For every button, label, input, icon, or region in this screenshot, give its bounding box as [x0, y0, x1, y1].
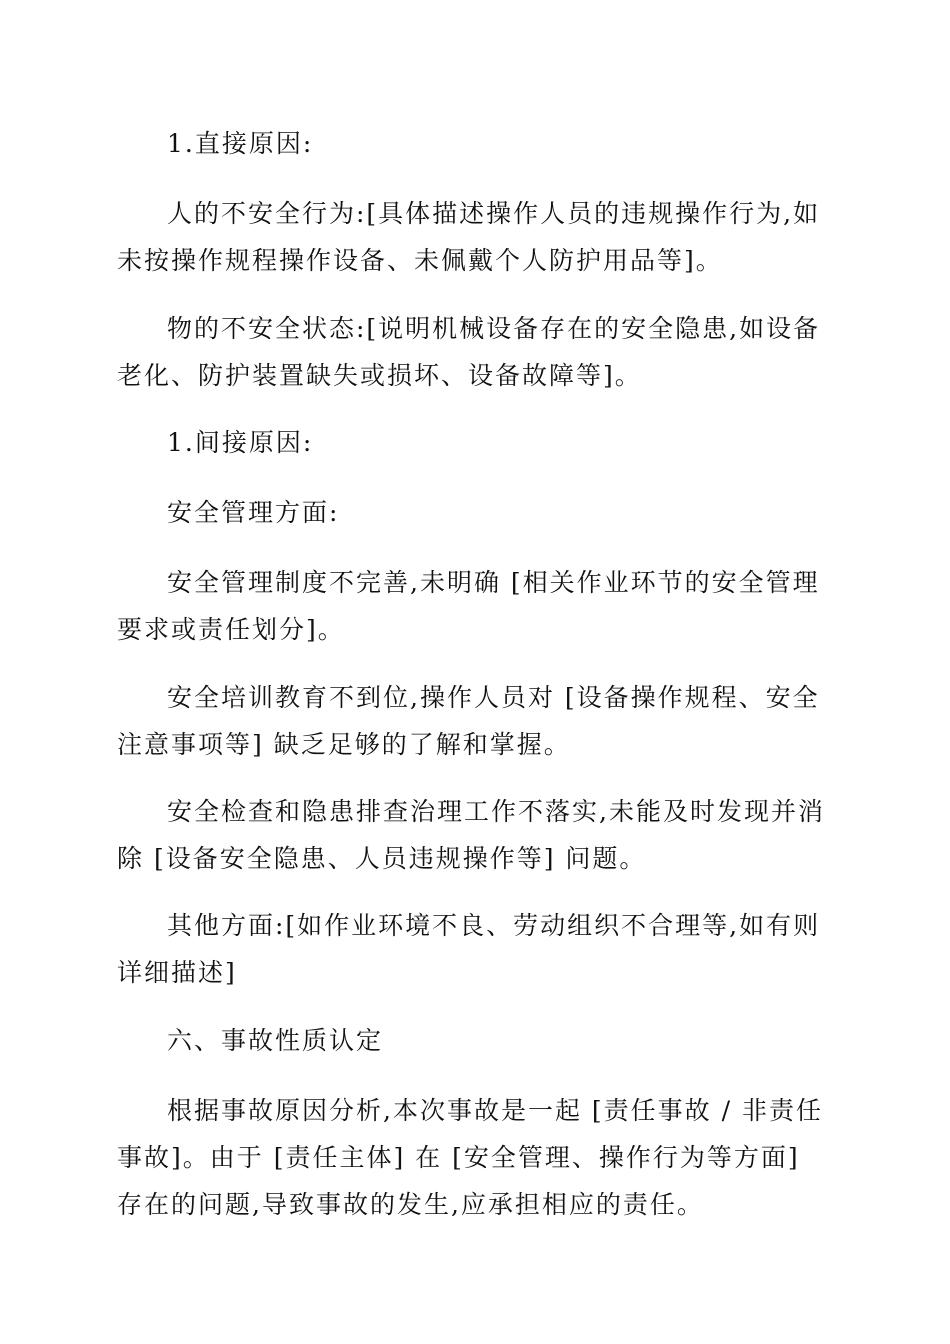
other-aspects-paragraph: 其他方面:[如作业环境不良、劳动组织不合理等,如有则详细描述] — [117, 911, 821, 987]
accident-nature-paragraph: 根据事故原因分析,本次事故是一起 [责任事故 / 非责任事故]。由于 [责任主体] 在 [安全管理、操作行为等方面] 存在的问题,导致事故的发生,应承担相应的责任。 — [117, 1096, 823, 1219]
safety-management-heading: 安全管理方面: — [167, 498, 340, 527]
unsafe-condition-paragraph: 物的不安全状态:[说明机械设备存在的安全隐患,如设备老化、防护装置缺失或损坏、设备故障等]。 — [117, 314, 821, 390]
indirect-cause-heading: 1.间接原因: — [167, 428, 314, 457]
section-six-heading: 六、事故性质认定 — [167, 1026, 384, 1055]
training-paragraph: 安全培训教育不到位,操作人员对 [设备操作规程、安全注意事项等] 缺乏足够的了解和掌握。 — [117, 683, 820, 759]
unsafe-behavior-paragraph: 人的不安全行为:[具体描述操作人员的违规操作行为,如未按操作规程操作设备、未佩戴个人防护用品等]。 — [117, 199, 821, 275]
inspection-paragraph: 安全检查和隐患排查治理工作不落实,未能及时发现并消除 [设备安全隐患、人员违规操作等] 问题。 — [117, 797, 825, 873]
management-system-paragraph: 安全管理制度不完善,未明确 [相关作业环节的安全管理要求或责任划分]。 — [117, 568, 820, 644]
direct-cause-heading: 1.直接原因: — [167, 129, 314, 158]
